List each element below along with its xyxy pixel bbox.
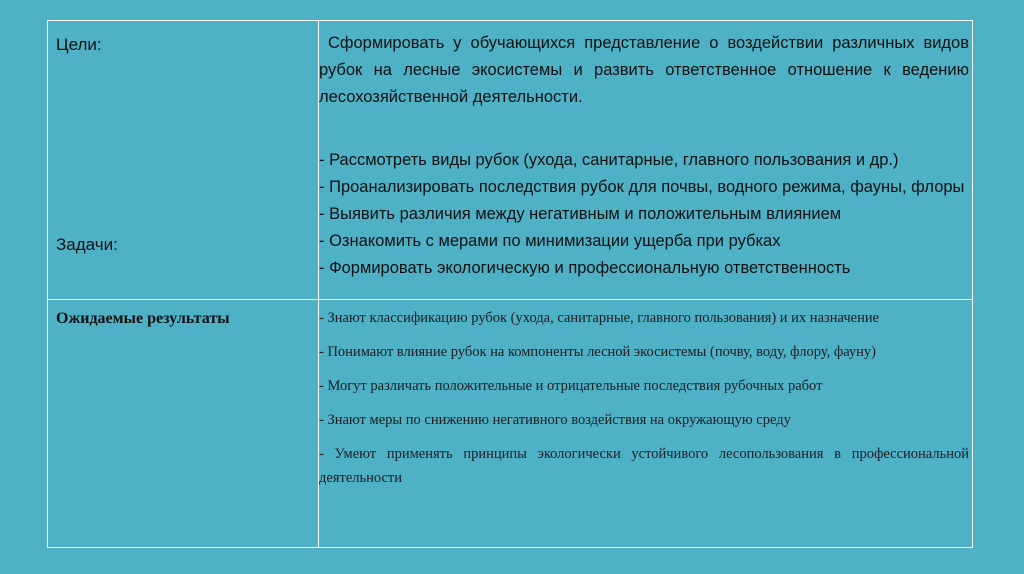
results-row	[48, 300, 972, 547]
goals-tasks-content-cell	[319, 21, 972, 299]
goals-tasks-row	[48, 21, 972, 300]
tasks-label: Задачи:	[56, 235, 118, 254]
goals-label: Цели:	[56, 35, 102, 54]
result-item: - Умеют применять принципы экологически устойчивого лесопользования в профессиональной деятельности	[319, 446, 969, 486]
task-item: - Формировать экологическую и профессиональную ответственность	[319, 259, 851, 277]
results-label-cell	[48, 300, 318, 547]
goals-tasks-label-cell	[48, 21, 318, 299]
task-item: - Проанализировать последствия рубок для почвы, водного режима, фауны, флоры	[319, 178, 965, 196]
results-content-cell	[319, 300, 972, 547]
task-item: - Рассмотреть виды рубок (ухода, санитарные, главного пользования и др.)	[319, 151, 899, 169]
result-item: - Могут различать положительные и отрицательные последствия рубочных работ	[319, 378, 823, 394]
task-item: - Ознакомить с мерами по минимизации ущерба при рубках	[319, 232, 781, 250]
goals-text: Сформировать у обучающихся представление о воздействии различных видов рубок на лесные экосистемы и развить ответственное отношение к ведению лесохозяйственной деятельности.	[319, 34, 974, 106]
results-label: Ожидаемые результаты	[56, 310, 230, 327]
result-item: - Знают меры по снижению негативного воздействия на окружающую среду	[319, 412, 791, 428]
result-item: - Понимают влияние рубок на компоненты лесной экосистемы (почву, воду, флору, фауну)	[319, 344, 876, 360]
result-item: - Знают классификацию рубок (ухода, санитарные, главного пользования) и их назначение	[319, 310, 880, 326]
task-item: - Выявить различия между негативным и положительным влиянием	[319, 205, 842, 223]
goals-tasks-table	[47, 20, 973, 548]
tasks-list	[319, 147, 969, 282]
column-divider	[318, 21, 319, 547]
results-list	[319, 306, 969, 500]
